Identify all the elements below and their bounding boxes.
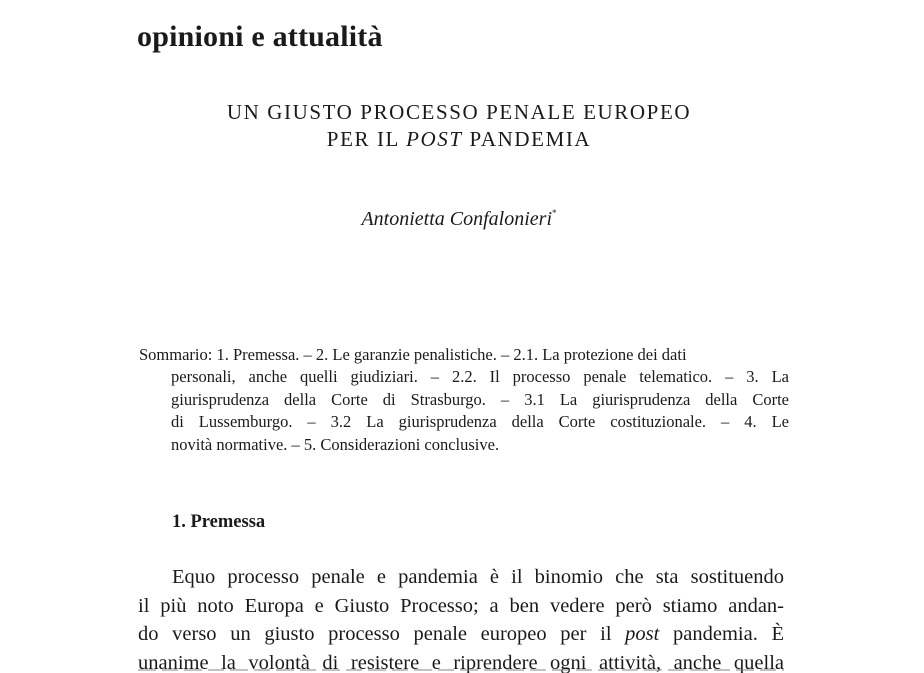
summary-line: giurisprudenza della Corte di Strasburgo. – 3.1 La giurisprudenza della Corte bbox=[171, 389, 789, 409]
body-line-3-italic: post bbox=[625, 623, 660, 646]
cropped-text-line bbox=[138, 665, 784, 673]
summary-line: di Lussemburgo. – 3.2 La giurisprudenza della Corte costituzionale. – 4. Le bbox=[171, 412, 789, 432]
summary-line: Sommario: 1. Premessa. – 2. Le garanzie penalistiche. – 2.1. La protezione dei dati bbox=[139, 345, 687, 364]
article-title bbox=[0, 99, 918, 153]
summary-line: novità normative. – 5. Considerazioni conclusive. bbox=[171, 434, 500, 454]
body-paragraph bbox=[138, 563, 784, 673]
article-title-line-2-prefix: PER IL bbox=[326, 127, 407, 151]
body-line-3-prefix: do verso un giusto processo penale europeo per il bbox=[138, 623, 626, 646]
body-line: unanime la volontà di resistere e riprendere ogni attività, anche quella bbox=[138, 651, 784, 673]
article-title-line-1: UN GIUSTO PROCESSO PENALE EUROPEO bbox=[226, 100, 692, 124]
body-line bbox=[138, 620, 784, 649]
article-title-line-2-suffix: PANDEMIA bbox=[462, 127, 592, 151]
body-line: Equo processo penale e pandemia è il binomio che sta sostituendo bbox=[172, 566, 784, 588]
body-line-3-suffix: pandemia. È bbox=[659, 623, 784, 646]
subsection-heading: 1. Premessa bbox=[172, 512, 266, 532]
summary-line: personali, anche quelli giudiziari. – 2.2. Il processo penale telematico. – 3. La bbox=[171, 367, 789, 387]
author-name: Antonietta Confalonieri bbox=[361, 208, 553, 230]
author-byline bbox=[0, 208, 918, 231]
author-footnote-mark: * bbox=[552, 208, 557, 218]
summary-block bbox=[139, 344, 789, 456]
section-heading: opinioni e attualità bbox=[137, 20, 383, 53]
article-title-line-2 bbox=[0, 126, 918, 153]
article-title-line-2-italic: POST bbox=[406, 127, 463, 151]
body-line: il più noto Europa e Giusto Processo; a ben vedere però stiamo andan- bbox=[138, 594, 784, 617]
